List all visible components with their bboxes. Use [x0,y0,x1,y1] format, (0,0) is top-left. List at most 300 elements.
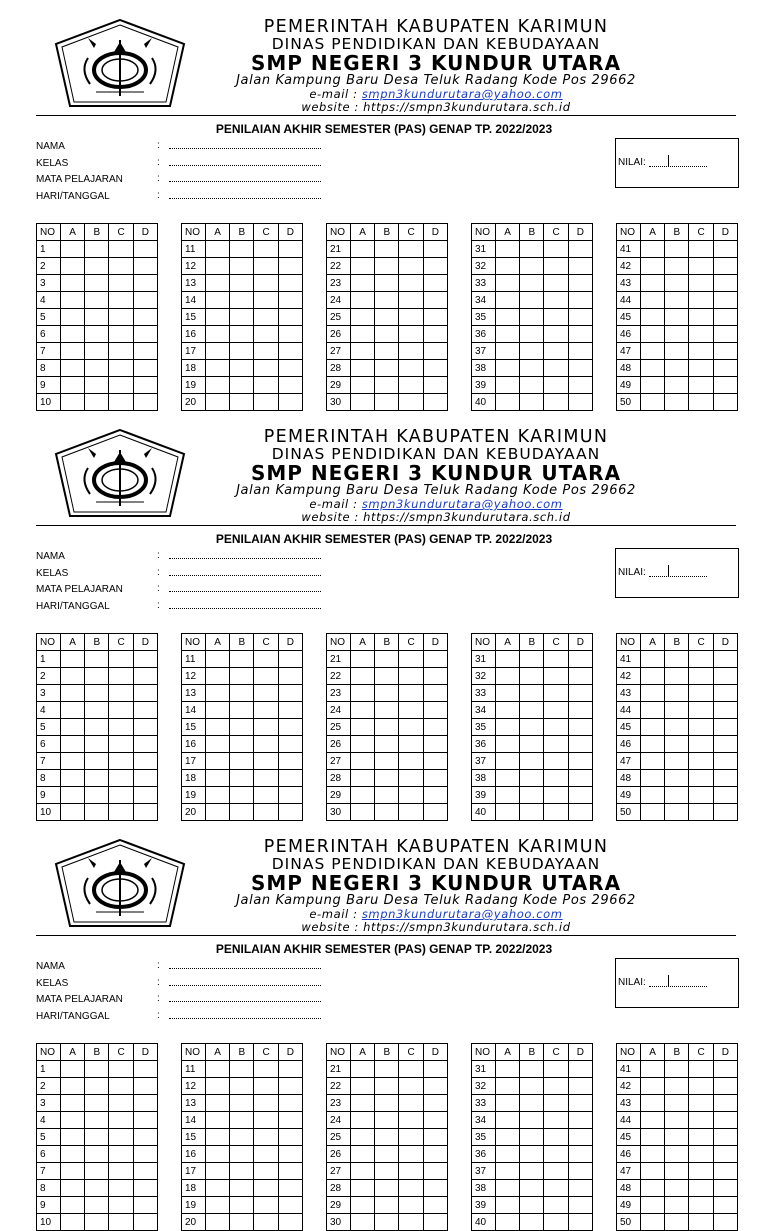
answer-cell[interactable] [375,1180,399,1197]
answer-cell[interactable] [85,309,109,326]
answer-cell[interactable] [568,651,592,668]
answer-cell[interactable] [109,309,133,326]
answer-cell[interactable] [205,360,229,377]
answer-cell[interactable] [350,292,374,309]
answer-cell[interactable] [254,1112,278,1129]
answer-cell[interactable] [278,651,302,668]
answer-cell[interactable] [423,1214,447,1231]
answer-cell[interactable] [109,702,133,719]
answer-cell[interactable] [640,1163,664,1180]
answer-cell[interactable] [205,1197,229,1214]
answer-cell[interactable] [278,258,302,275]
answer-cell[interactable] [520,1129,544,1146]
answer-cell[interactable] [375,1078,399,1095]
answer-cell[interactable] [109,275,133,292]
answer-cell[interactable] [85,292,109,309]
answer-cell[interactable] [254,1129,278,1146]
answer-cell[interactable] [350,685,374,702]
answer-cell[interactable] [85,753,109,770]
answer-cell[interactable] [278,360,302,377]
answer-cell[interactable] [109,258,133,275]
answer-cell[interactable] [568,668,592,685]
answer-cell[interactable] [375,719,399,736]
email-link[interactable]: smpn3kundurutara@yahoo.com [361,497,563,511]
answer-cell[interactable] [278,787,302,804]
answer-cell[interactable] [520,1163,544,1180]
answer-cell[interactable] [350,719,374,736]
answer-cell[interactable] [689,1214,713,1231]
answer-cell[interactable] [520,1078,544,1095]
answer-cell[interactable] [133,394,157,411]
answer-cell[interactable] [713,1146,737,1163]
answer-cell[interactable] [230,309,254,326]
answer-cell[interactable] [665,309,689,326]
answer-cell[interactable] [665,685,689,702]
answer-cell[interactable] [423,343,447,360]
answer-cell[interactable] [399,258,423,275]
answer-cell[interactable] [85,241,109,258]
answer-cell[interactable] [278,309,302,326]
answer-cell[interactable] [568,1180,592,1197]
answer-cell[interactable] [350,787,374,804]
answer-cell[interactable] [665,753,689,770]
answer-cell[interactable] [423,309,447,326]
answer-cell[interactable] [254,1078,278,1095]
answer-cell[interactable] [423,360,447,377]
answer-cell[interactable] [60,394,84,411]
answer-cell[interactable] [85,1078,109,1095]
answer-cell[interactable] [665,1163,689,1180]
answer-cell[interactable] [689,651,713,668]
answer-cell[interactable] [375,668,399,685]
answer-cell[interactable] [205,1129,229,1146]
answer-cell[interactable] [544,258,568,275]
answer-cell[interactable] [568,1095,592,1112]
answer-cell[interactable] [230,1146,254,1163]
answer-cell[interactable] [254,787,278,804]
answer-cell[interactable] [423,1163,447,1180]
answer-cell[interactable] [85,787,109,804]
answer-cell[interactable] [544,1163,568,1180]
answer-cell[interactable] [60,1163,84,1180]
answer-cell[interactable] [350,394,374,411]
answer-cell[interactable] [713,258,737,275]
answer-cell[interactable] [375,702,399,719]
answer-cell[interactable] [230,753,254,770]
answer-cell[interactable] [133,736,157,753]
answer-cell[interactable] [109,394,133,411]
answer-cell[interactable] [520,292,544,309]
answer-cell[interactable] [713,309,737,326]
answer-cell[interactable] [375,1146,399,1163]
answer-cell[interactable] [568,326,592,343]
answer-cell[interactable] [713,702,737,719]
answer-cell[interactable] [495,804,519,821]
answer-cell[interactable] [254,668,278,685]
answer-cell[interactable] [85,1197,109,1214]
answer-cell[interactable] [254,394,278,411]
answer-cell[interactable] [375,770,399,787]
answer-cell[interactable] [399,651,423,668]
answer-cell[interactable] [544,753,568,770]
answer-cell[interactable] [85,1061,109,1078]
answer-cell[interactable] [254,685,278,702]
answer-cell[interactable] [544,702,568,719]
answer-cell[interactable] [205,394,229,411]
answer-cell[interactable] [689,1197,713,1214]
answer-cell[interactable] [205,1163,229,1180]
answer-cell[interactable] [205,787,229,804]
answer-cell[interactable] [133,804,157,821]
answer-cell[interactable] [544,1214,568,1231]
answer-cell[interactable] [60,1180,84,1197]
answer-cell[interactable] [60,702,84,719]
answer-cell[interactable] [350,360,374,377]
answer-cell[interactable] [230,770,254,787]
answer-cell[interactable] [568,1061,592,1078]
answer-cell[interactable] [689,1112,713,1129]
answer-cell[interactable] [205,685,229,702]
answer-cell[interactable] [495,702,519,719]
answer-cell[interactable] [399,685,423,702]
answer-cell[interactable] [640,1078,664,1095]
answer-cell[interactable] [278,753,302,770]
answer-cell[interactable] [495,377,519,394]
answer-cell[interactable] [568,685,592,702]
answer-cell[interactable] [423,241,447,258]
answer-cell[interactable] [133,275,157,292]
answer-cell[interactable] [520,736,544,753]
field-blank[interactable] [169,575,321,576]
answer-cell[interactable] [109,1129,133,1146]
answer-cell[interactable] [665,668,689,685]
answer-cell[interactable] [254,258,278,275]
answer-cell[interactable] [109,804,133,821]
answer-cell[interactable] [85,394,109,411]
answer-cell[interactable] [60,685,84,702]
answer-cell[interactable] [495,258,519,275]
answer-cell[interactable] [495,394,519,411]
answer-cell[interactable] [230,702,254,719]
answer-cell[interactable] [375,1197,399,1214]
answer-cell[interactable] [230,360,254,377]
answer-cell[interactable] [60,651,84,668]
answer-cell[interactable] [350,1129,374,1146]
answer-cell[interactable] [520,1214,544,1231]
answer-cell[interactable] [278,804,302,821]
answer-cell[interactable] [640,719,664,736]
answer-cell[interactable] [568,292,592,309]
school-website[interactable]: website : https://smpn3kundurutara.sch.id [301,920,571,934]
answer-cell[interactable] [713,343,737,360]
answer-cell[interactable] [133,787,157,804]
answer-cell[interactable] [520,804,544,821]
answer-cell[interactable] [423,702,447,719]
answer-cell[interactable] [278,770,302,787]
answer-cell[interactable] [254,275,278,292]
score-box[interactable] [615,548,739,598]
answer-cell[interactable] [544,275,568,292]
answer-cell[interactable] [399,377,423,394]
answer-cell[interactable] [423,804,447,821]
answer-cell[interactable] [495,668,519,685]
answer-cell[interactable] [85,770,109,787]
answer-cell[interactable] [520,1146,544,1163]
answer-cell[interactable] [109,360,133,377]
answer-cell[interactable] [640,394,664,411]
answer-cell[interactable] [640,753,664,770]
answer-cell[interactable] [85,719,109,736]
answer-cell[interactable] [230,1095,254,1112]
answer-cell[interactable] [568,1129,592,1146]
answer-cell[interactable] [568,1214,592,1231]
answer-cell[interactable] [350,804,374,821]
answer-cell[interactable] [520,1095,544,1112]
answer-cell[interactable] [350,1061,374,1078]
answer-cell[interactable] [689,394,713,411]
field-blank[interactable] [169,591,321,592]
answer-cell[interactable] [133,719,157,736]
answer-cell[interactable] [640,668,664,685]
answer-cell[interactable] [133,753,157,770]
answer-cell[interactable] [375,1061,399,1078]
answer-cell[interactable] [109,787,133,804]
answer-cell[interactable] [713,753,737,770]
answer-cell[interactable] [665,1095,689,1112]
answer-cell[interactable] [640,377,664,394]
answer-cell[interactable] [60,753,84,770]
answer-cell[interactable] [495,1112,519,1129]
answer-cell[interactable] [665,736,689,753]
answer-cell[interactable] [640,1214,664,1231]
answer-cell[interactable] [85,668,109,685]
answer-cell[interactable] [278,343,302,360]
answer-cell[interactable] [399,702,423,719]
answer-cell[interactable] [665,804,689,821]
answer-cell[interactable] [205,753,229,770]
answer-cell[interactable] [133,770,157,787]
answer-cell[interactable] [640,1061,664,1078]
answer-cell[interactable] [665,651,689,668]
answer-cell[interactable] [350,1214,374,1231]
answer-cell[interactable] [375,258,399,275]
answer-cell[interactable] [495,1129,519,1146]
school-website[interactable]: website : https://smpn3kundurutara.sch.id [301,510,571,524]
answer-cell[interactable] [254,1095,278,1112]
answer-cell[interactable] [520,1061,544,1078]
answer-cell[interactable] [85,1163,109,1180]
answer-cell[interactable] [568,787,592,804]
answer-cell[interactable] [375,651,399,668]
answer-cell[interactable] [254,343,278,360]
answer-cell[interactable] [85,736,109,753]
answer-cell[interactable] [665,377,689,394]
answer-cell[interactable] [568,377,592,394]
answer-cell[interactable] [133,326,157,343]
answer-cell[interactable] [568,1197,592,1214]
answer-cell[interactable] [60,360,84,377]
answer-cell[interactable] [230,668,254,685]
answer-cell[interactable] [689,241,713,258]
answer-cell[interactable] [60,770,84,787]
field-blank[interactable] [169,1001,321,1002]
answer-cell[interactable] [568,1078,592,1095]
answer-cell[interactable] [278,1095,302,1112]
answer-cell[interactable] [544,241,568,258]
answer-cell[interactable] [133,241,157,258]
answer-cell[interactable] [399,1146,423,1163]
answer-cell[interactable] [665,787,689,804]
answer-cell[interactable] [375,326,399,343]
answer-cell[interactable] [60,736,84,753]
answer-cell[interactable] [689,804,713,821]
answer-cell[interactable] [495,1180,519,1197]
answer-cell[interactable] [254,1061,278,1078]
answer-cell[interactable] [85,1214,109,1231]
answer-cell[interactable] [544,1095,568,1112]
answer-cell[interactable] [713,1180,737,1197]
field-blank[interactable] [169,165,321,166]
answer-cell[interactable] [423,1129,447,1146]
answer-cell[interactable] [399,1061,423,1078]
answer-cell[interactable] [495,1146,519,1163]
answer-cell[interactable] [713,1129,737,1146]
answer-cell[interactable] [423,1061,447,1078]
answer-cell[interactable] [350,770,374,787]
field-blank[interactable] [169,198,321,199]
answer-cell[interactable] [520,770,544,787]
answer-cell[interactable] [689,668,713,685]
answer-cell[interactable] [350,1163,374,1180]
answer-cell[interactable] [689,326,713,343]
answer-cell[interactable] [205,1061,229,1078]
answer-cell[interactable] [399,309,423,326]
answer-cell[interactable] [713,804,737,821]
answer-cell[interactable] [423,1112,447,1129]
answer-cell[interactable] [205,1095,229,1112]
answer-cell[interactable] [278,702,302,719]
answer-cell[interactable] [544,770,568,787]
answer-cell[interactable] [230,1112,254,1129]
answer-cell[interactable] [495,360,519,377]
answer-cell[interactable] [640,787,664,804]
answer-cell[interactable] [375,275,399,292]
answer-cell[interactable] [133,1163,157,1180]
answer-cell[interactable] [665,241,689,258]
answer-cell[interactable] [640,326,664,343]
answer-cell[interactable] [689,1180,713,1197]
answer-cell[interactable] [278,377,302,394]
answer-cell[interactable] [544,326,568,343]
answer-cell[interactable] [544,1129,568,1146]
answer-cell[interactable] [205,258,229,275]
answer-cell[interactable] [423,787,447,804]
answer-cell[interactable] [254,651,278,668]
answer-cell[interactable] [689,736,713,753]
answer-cell[interactable] [544,651,568,668]
answer-cell[interactable] [230,1197,254,1214]
answer-cell[interactable] [350,1146,374,1163]
answer-cell[interactable] [399,1197,423,1214]
answer-cell[interactable] [375,753,399,770]
answer-cell[interactable] [495,1061,519,1078]
answer-cell[interactable] [350,702,374,719]
answer-cell[interactable] [713,360,737,377]
answer-cell[interactable] [568,1146,592,1163]
answer-cell[interactable] [60,343,84,360]
answer-cell[interactable] [85,258,109,275]
answer-cell[interactable] [544,1197,568,1214]
answer-cell[interactable] [278,394,302,411]
answer-cell[interactable] [689,258,713,275]
answer-cell[interactable] [713,377,737,394]
answer-cell[interactable] [230,1180,254,1197]
answer-cell[interactable] [520,787,544,804]
answer-cell[interactable] [85,1129,109,1146]
answer-cell[interactable] [665,258,689,275]
answer-cell[interactable] [399,394,423,411]
answer-cell[interactable] [665,394,689,411]
answer-cell[interactable] [544,787,568,804]
answer-cell[interactable] [713,1112,737,1129]
answer-cell[interactable] [544,1112,568,1129]
answer-cell[interactable] [205,1180,229,1197]
answer-cell[interactable] [520,1197,544,1214]
answer-cell[interactable] [254,702,278,719]
answer-cell[interactable] [205,1214,229,1231]
answer-cell[interactable] [568,770,592,787]
answer-cell[interactable] [665,292,689,309]
answer-cell[interactable] [423,719,447,736]
answer-cell[interactable] [568,719,592,736]
answer-cell[interactable] [230,292,254,309]
answer-cell[interactable] [60,326,84,343]
answer-cell[interactable] [350,377,374,394]
answer-cell[interactable] [665,770,689,787]
answer-cell[interactable] [109,241,133,258]
answer-cell[interactable] [689,292,713,309]
answer-cell[interactable] [689,787,713,804]
answer-cell[interactable] [254,360,278,377]
answer-cell[interactable] [399,1078,423,1095]
answer-cell[interactable] [85,1095,109,1112]
answer-cell[interactable] [495,1078,519,1095]
answer-cell[interactable] [133,1129,157,1146]
answer-cell[interactable] [375,377,399,394]
answer-cell[interactable] [665,1146,689,1163]
answer-cell[interactable] [423,1095,447,1112]
answer-cell[interactable] [399,1112,423,1129]
answer-cell[interactable] [60,1146,84,1163]
answer-cell[interactable] [713,1095,737,1112]
answer-cell[interactable] [254,719,278,736]
answer-cell[interactable] [205,275,229,292]
school-website[interactable]: website : https://smpn3kundurutara.sch.id [301,100,571,114]
answer-cell[interactable] [665,1214,689,1231]
answer-cell[interactable] [399,1129,423,1146]
answer-cell[interactable] [520,1180,544,1197]
answer-cell[interactable] [60,1197,84,1214]
answer-cell[interactable] [133,1146,157,1163]
answer-cell[interactable] [399,360,423,377]
answer-cell[interactable] [133,1214,157,1231]
answer-cell[interactable] [713,1078,737,1095]
answer-cell[interactable] [350,343,374,360]
answer-cell[interactable] [399,241,423,258]
answer-cell[interactable] [375,1214,399,1231]
answer-cell[interactable] [230,275,254,292]
answer-cell[interactable] [713,1197,737,1214]
